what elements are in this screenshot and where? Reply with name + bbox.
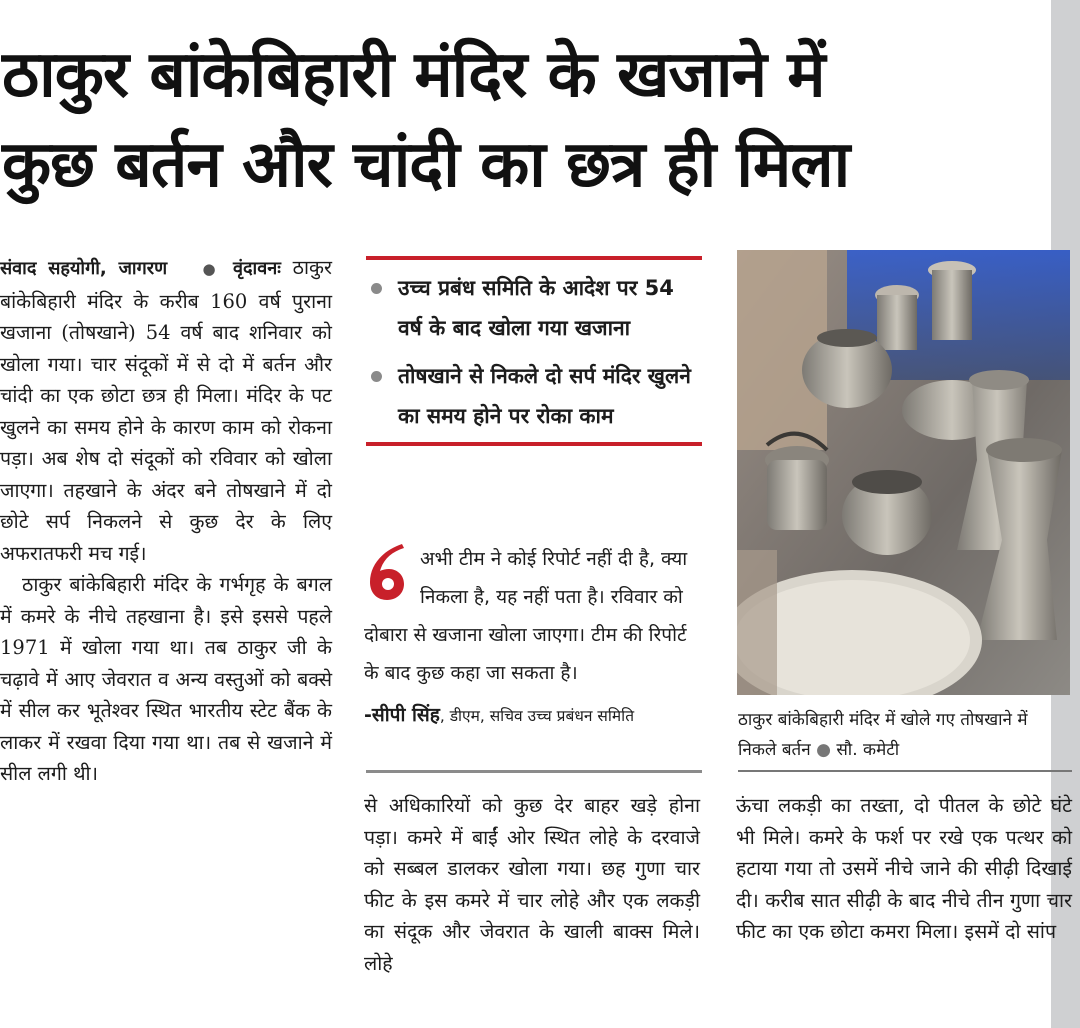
- headline-line-1: ठाकुर बांकेबिहारी मंदिर के खजाने में: [2, 38, 825, 112]
- highlights-top-rule: [366, 256, 702, 260]
- highlight-text-1: उच्च प्रबंध समिति के आदेश पर 54 वर्ष के बाद खोला गया खजाना: [398, 276, 674, 340]
- byline-place: वृंदावनः: [232, 258, 281, 279]
- caption-bottom-rule: [738, 770, 1072, 772]
- paragraph-1-text: ठाकुर बांकेबिहारी मंदिर के करीब 160 वर्ष पुराना खजाना (तोषखाने) 54 वर्ष बाद शनिवार को खोला गया। चार संदूकों में से दो में बर्तन और चांदी का एक छोटा छत्र ही मिला। मंदिर के पट खुलने का समय होने के कारण काम को रोकना पड़ा। अब शेष दो संदूकों को रविवार को खोला जाएगा। तहखाने के अंदर बने तोषखाने में दो छोटे सर्प निकलने से कुछ देर के लिए अफरातफरी मच गई।: [0, 256, 332, 565]
- highlights-box: [366, 256, 702, 446]
- byline-reporter: संवाद सहयोगी, जागरण: [0, 258, 168, 279]
- headline: [2, 30, 1052, 210]
- vessels-photo-image: [737, 250, 1070, 695]
- quote-mark-icon: [364, 540, 414, 610]
- caption-text: ठाकुर बांकेबिहारी मंदिर में खोले गए तोषखाने में निकले बर्तन: [738, 710, 1028, 760]
- highlight-item: [366, 356, 702, 436]
- highlights-bottom-rule: [366, 442, 702, 446]
- quote-author: -सीपी सिंह: [364, 704, 440, 726]
- byline-bullet: ●: [202, 260, 222, 278]
- photo-caption: [738, 705, 1068, 765]
- headline-line-2: कुछ बर्तन और चांदी का छत्र ही मिला: [2, 128, 850, 202]
- bullet-icon: [371, 371, 382, 382]
- photo-credit: सौ. कमेटी: [836, 740, 900, 760]
- quote-designation: , डीएम, सचिव उच्च प्रबंधन समिति: [439, 707, 635, 725]
- quote-attribution: [364, 696, 700, 735]
- caption-bullet: ●: [816, 740, 831, 760]
- news-photo: [737, 250, 1070, 695]
- bullet-icon: [371, 283, 382, 294]
- article-paragraph-1: [0, 252, 332, 569]
- article-column-1: [0, 252, 332, 790]
- article-column-3: ऊंचा लकड़ी का तख्ता, दो पीतल के छोटे घंटे भी मिले। कमरे के फर्श पर रखे एक पत्थर को हटाया गया तो उसमें नीचे जाने की सीढ़ी दिखाई दी। करीब सात सीढ़ी के बाद नीचे तीन गुणा चार फीट का एक छोटा कमरा मिला। इसमें दो सांप: [736, 794, 1072, 943]
- quote-bottom-rule: [366, 770, 702, 773]
- article-paragraph-2: ठाकुर बांकेबिहारी मंदिर के गर्भगृह के बगल में कमरे के नीचे तहखाना है। इसे इससे पहले 1971 में खोला गया था। तब ठाकुर जी के चढ़ावे में आए जेवरात व अन्य वस्तुओं को बक्से में सील कर भूतेश्वर स्थित भारतीय स्टेट बैंक के लाकर में रखवा दिया गया था। तब से खजाने में सील लगी थी।: [0, 573, 332, 785]
- highlight-item: [366, 268, 702, 348]
- article-column-2: से अधिकारियों को कुछ देर बाहर खड़े होना पड़ा। कमरे में बाईं ओर स्थित लोहे के दरवाजे को सब्बल डालकर खोला गया। छह गुणा चार फीट के इस कमरे में चार लोहे और एक लकड़ी का संदूक और जेवरात के खाली बाक्स मिले। लोहे: [364, 794, 700, 975]
- highlight-text-2: तोषखाने से निकले दो सर्प मंदिर खुलने का समय होने पर रोका काम: [398, 364, 691, 428]
- quote-text: अभी टीम ने कोई रिपोर्ट नहीं दी है, क्या निकला है, यह नहीं पता है। रविवार को दोबारा से खजाना खोला जाएगा। टीम की रिपोर्ट के बाद कुछ कहा जा सकता है।: [364, 548, 688, 684]
- pull-quote: [364, 540, 700, 735]
